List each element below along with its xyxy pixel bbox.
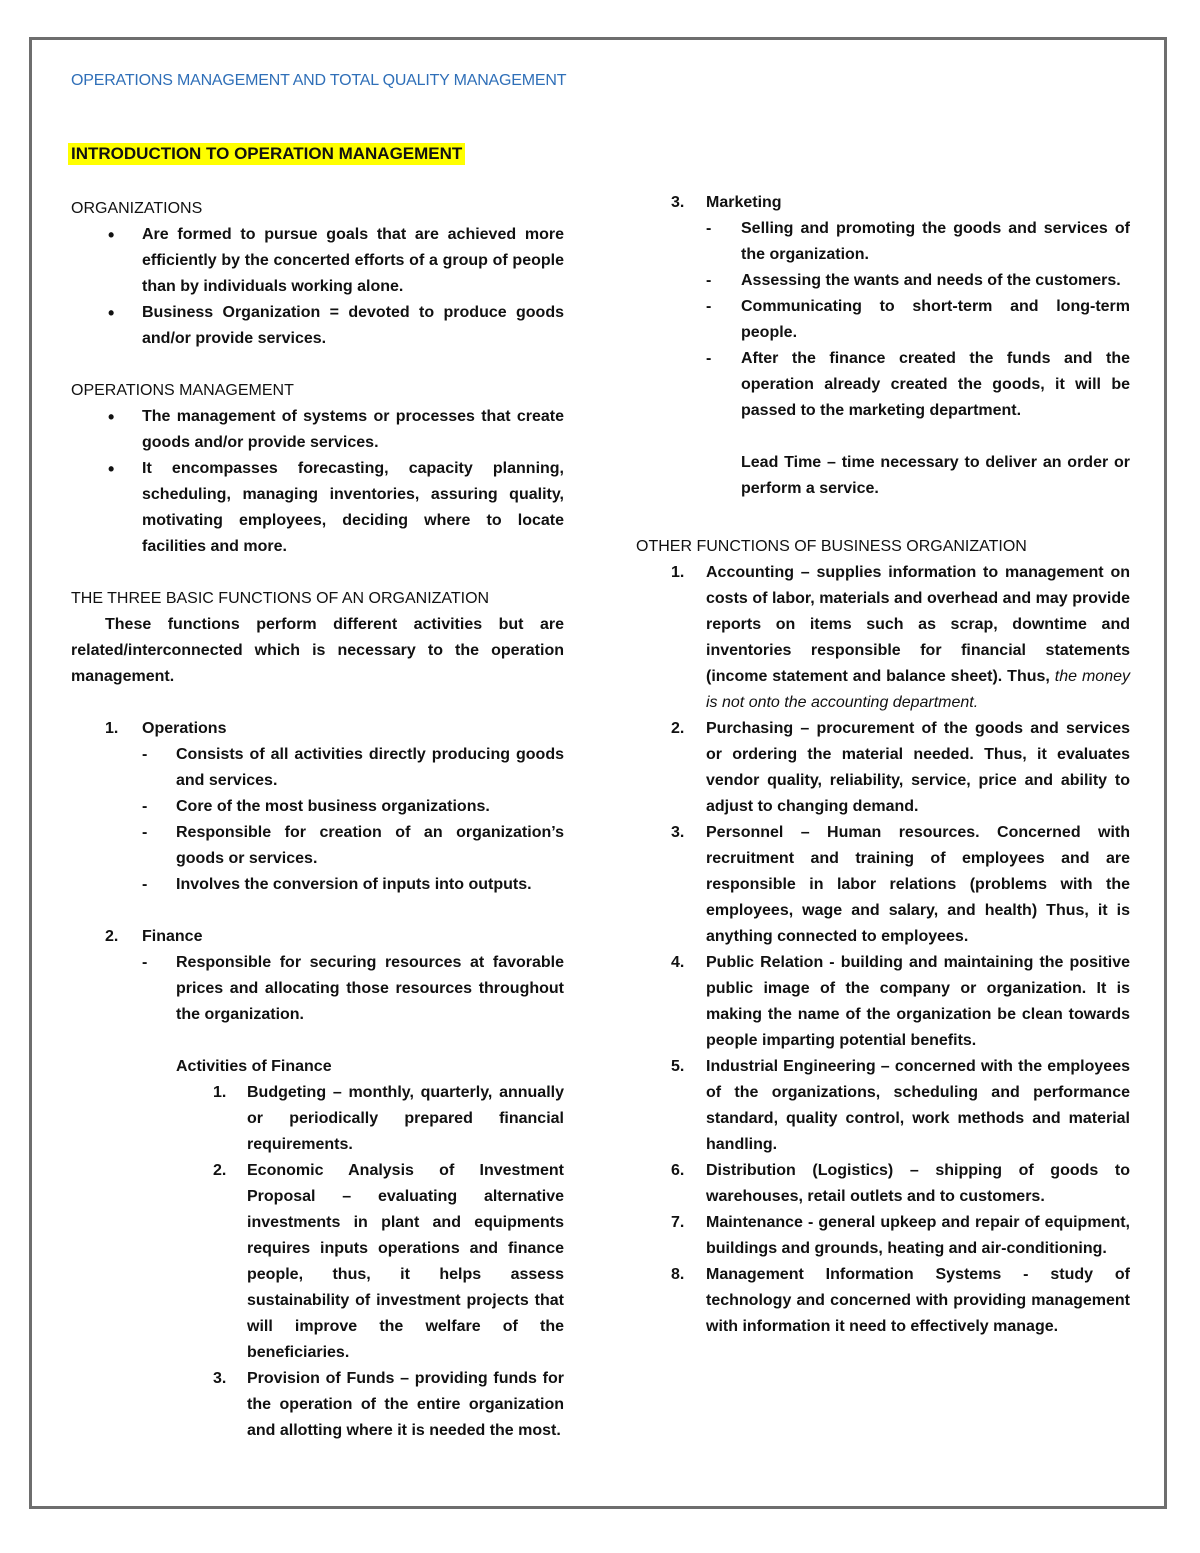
list-item: - Involves the conversion of inputs into outputs.: [71, 872, 564, 898]
intro-heading: INTRODUCTION TO OPERATION MANAGEMENT: [68, 143, 465, 165]
finance-number: 2.: [105, 928, 119, 945]
operations-management-title: OPERATIONS MANAGEMENT: [71, 382, 294, 399]
list-item: • The management of systems or processes that create goods and/or provide services.: [71, 404, 564, 456]
organizations-title: ORGANIZATIONS: [71, 200, 203, 217]
list-item: - Selling and promoting the goods and services of the organization.: [636, 216, 1130, 268]
document-header: OPERATIONS MANAGEMENT AND TOTAL QUALITY MANAGEMENT: [71, 72, 567, 89]
list-item: 4. Public Relation - building and maintaining the positive public image of the company or organization. It is making the name of the organization be clean towards people imparting potential benefits.: [671, 954, 1130, 1049]
list-item: - After the finance created the funds and the operation already created the goods, it will be passed to the marketing department.: [636, 346, 1130, 424]
other-functions-list: [636, 560, 1130, 1340]
operations-number: 1.: [105, 720, 119, 737]
marketing-title: Marketing: [706, 194, 782, 211]
list-item: 1. Budgeting – monthly, quarterly, annually or periodically prepared financial requirements.: [213, 1084, 564, 1153]
list-item: 2. Purchasing – procurement of the goods and services or ordering the material needed. Thus, it evaluates vendor quality, reliability, service, price and ability to adjust to changing demand.: [671, 720, 1130, 815]
list-item: - Responsible for creation of an organization’s goods or services.: [71, 820, 564, 872]
organizations-bullets: [71, 222, 564, 352]
lead-time-definition: Lead Time – time necessary to deliver an order or perform a service.: [741, 454, 1130, 497]
operations-management-bullets: [71, 404, 564, 560]
list-item: 6. Distribution (Logistics) – shipping of goods to warehouses, retail outlets and to customers.: [671, 1162, 1130, 1205]
three-functions-intro: These functions perform different activities but are related/interconnected which is necessary to the operation management.: [71, 616, 564, 685]
finance-title: Finance: [142, 928, 203, 945]
marketing-items: [636, 216, 1130, 424]
list-item: - Assessing the wants and needs of the customers.: [636, 268, 1130, 294]
list-item: • Business Organization = devoted to produce goods and/or provide services.: [71, 300, 564, 352]
list-item: 3. Personnel – Human resources. Concerned with recruitment and training of employees and are responsible in labor relations (problems with the employees, wage and salary, and health) Thus, it is anything connected to employees.: [671, 824, 1130, 945]
operations-heading: [71, 716, 564, 742]
list-item: - Core of the most business organizations.: [71, 794, 564, 820]
marketing-number: 3.: [671, 194, 685, 211]
list-item: - Communicating to short-term and long-term people.: [636, 294, 1130, 346]
list-item: - Consists of all activities directly producing goods and services.: [71, 742, 564, 794]
marketing-heading: [636, 190, 1130, 216]
list-item: 1. Accounting – supplies information to management on costs of labor, materials and overhead and may provide reports on items such as scrap, downtime and inventories responsible for financial statements (income statement and balance sheet). Thus, the money is not onto the accounting department.: [671, 564, 1130, 711]
list-item: 7. Maintenance - general upkeep and repair of equipment, buildings and grounds, heating and air-conditioning.: [671, 1214, 1130, 1257]
three-functions-title: THE THREE BASIC FUNCTIONS OF AN ORGANIZATION: [71, 590, 490, 607]
finance-items: [71, 950, 564, 1028]
left-column: [71, 196, 564, 1444]
list-item: 5. Industrial Engineering – concerned with the employees of the organizations, scheduling and performance standard, quality control, work methods and material handling.: [671, 1058, 1130, 1153]
right-column: [636, 190, 1130, 1340]
finance-activities-title: Activities of Finance: [176, 1058, 332, 1075]
finance-activities: [71, 1080, 564, 1444]
list-item: 3. Provision of Funds – providing funds for the operation of the entire organization and allotting where it is needed the most.: [213, 1370, 564, 1439]
list-item: 8. Management Information Systems - study of technology and concerned with providing management with information it need to effectively manage.: [671, 1266, 1130, 1335]
operations-items: [71, 742, 564, 898]
list-item: • Are formed to pursue goals that are achieved more efficiently by the concerted efforts of a group of people than by individuals working alone.: [71, 222, 564, 300]
finance-heading: [71, 924, 564, 950]
list-item: • It encompasses forecasting, capacity planning, scheduling, managing inventories, assuring quality, motivating employees, deciding where to locate facilities and more.: [71, 456, 564, 560]
list-item: 2. Economic Analysis of Investment Proposal – evaluating alternative investments in plant and equipments requires inputs operations and finance people, thus, it helps assess sustainability of investment projects that will improve the welfare of the beneficiaries.: [213, 1162, 564, 1361]
other-functions-title: OTHER FUNCTIONS OF BUSINESS ORGANIZATION: [636, 538, 1027, 555]
operations-title: Operations: [142, 720, 227, 737]
list-item: - Responsible for securing resources at favorable prices and allocating those resources throughout the organization.: [71, 950, 564, 1028]
